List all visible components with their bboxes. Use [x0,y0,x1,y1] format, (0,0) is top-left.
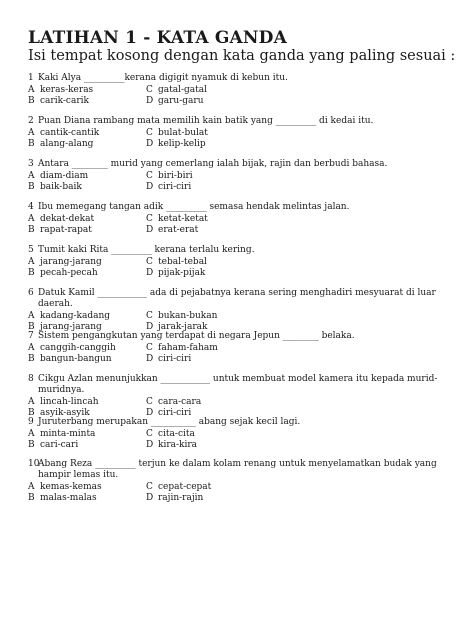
answer-options [28,343,458,365]
question-2 [28,116,458,150]
option-d[interactable] [146,225,346,236]
option-a[interactable] [28,214,146,225]
question-text: Tumit kaki Rita _________ kerana terlalu kering. [38,245,255,255]
option-letter-b: B [28,139,35,149]
option-c-text: cita-cita [158,429,195,439]
option-letter-b: B [28,182,35,192]
option-c[interactable] [146,257,346,268]
option-b-text: pecah-pecah [40,268,98,278]
option-letter-d: D [146,96,154,106]
question-number: 5 [28,245,34,255]
option-letter-d: D [146,225,154,235]
option-b[interactable] [28,225,146,236]
option-letter-d: D [146,182,154,192]
question-5 [28,245,458,279]
question-stem [28,374,458,396]
option-c[interactable] [146,128,346,139]
option-letter-a: A [28,343,35,353]
option-d-text: ciri-ciri [158,354,192,364]
option-c-text: faham-faham [158,343,218,353]
option-b-text: jarang-jarang [40,322,102,332]
worksheet-title: LATIHAN 1 - KATA GANDA [28,28,288,48]
answer-options [28,85,458,107]
option-c-text: cara-cara [158,397,202,407]
option-letter-c: C [146,128,153,138]
option-d-text: kira-kira [158,440,198,450]
question-number: 7 [28,331,34,341]
option-d-text: garu-garu [158,96,204,106]
option-b-text: asyik-asyik [40,408,90,418]
option-a-text: kemas-kemas [40,482,102,492]
option-a-text: lincah-lincah [40,397,99,407]
option-a[interactable] [28,85,146,96]
option-letter-b: B [28,96,35,106]
question-stem [28,331,458,342]
question-number: 2 [28,116,34,126]
option-c[interactable] [146,214,346,225]
answer-options [28,214,458,236]
question-stem [28,417,458,428]
question-text: Sistem pengangkutan yang terdapat di negara Jepun ________ belaka. [38,331,355,341]
option-letter-d: D [146,493,154,503]
option-d[interactable] [146,440,346,451]
option-d-text: ciri-ciri [158,408,192,418]
option-b-text: cari-cari [40,440,79,450]
option-letter-b: B [28,493,35,503]
question-stem [28,245,458,256]
option-letter-a: A [28,85,35,95]
question-3 [28,159,458,193]
option-letter-b: B [28,225,35,235]
question-text: Puan Diana rambang mata memilih kain batik yang _________ di kedai itu. [38,116,374,126]
option-letter-c: C [146,171,153,181]
question-number: 4 [28,202,34,212]
option-d-text: ciri-ciri [158,182,192,192]
option-b-text: rapat-rapat [40,225,92,235]
option-b[interactable] [28,139,146,150]
option-letter-d: D [146,408,154,418]
question-text: Antara ________ murid yang cemerlang ialah bijak, rajin dan berbudi bahasa. [38,159,388,169]
option-c-text: ketat-ketat [158,214,208,224]
option-letter-c: C [146,311,153,321]
question-7 [28,331,458,365]
option-d[interactable] [146,268,346,279]
question-stem [28,73,458,84]
option-a[interactable] [28,128,146,139]
question-stem [28,288,458,310]
option-letter-b: B [28,268,35,278]
option-letter-a: A [28,429,35,439]
option-d-text: rajin-rajin [158,493,204,503]
option-d[interactable] [146,354,346,365]
option-b-text: baik-baik [40,182,82,192]
answer-options [28,128,458,150]
question-number: 1 [28,73,34,83]
option-a[interactable] [28,257,146,268]
option-c[interactable] [146,85,346,96]
option-a[interactable] [28,397,146,408]
question-text: Cikgu Azlan menunjukkan ___________ untuk membuat model kamera itu kepada murid-muridnya. [38,374,438,395]
option-c[interactable] [146,397,346,408]
option-letter-a: A [28,397,35,407]
option-letter-a: A [28,171,35,181]
option-letter-a: A [28,311,35,321]
option-letter-b: B [28,440,35,450]
option-a-text: minta-minta [40,429,96,439]
question-stem [28,159,458,170]
option-b[interactable] [28,182,146,193]
worksheet-instruction: Isi tempat kosong dengan kata ganda yang paling sesuai : [28,48,456,64]
option-d-text: kelip-kelip [158,139,206,149]
answer-options [28,311,458,333]
option-letter-d: D [146,354,154,364]
option-c[interactable] [146,482,346,493]
option-d[interactable] [146,182,346,193]
question-text: Datuk Kamil ___________ ada di pejabatnya kerana sering menghadiri mesyuarat di luar daerah. [38,288,439,309]
option-letter-c: C [146,257,153,267]
option-letter-c: C [146,429,153,439]
question-stem [28,202,458,213]
question-number: 3 [28,159,34,169]
option-b-text: carik-carik [40,96,89,106]
option-a[interactable] [28,171,146,182]
option-b-text: malas-malas [40,493,97,503]
option-c[interactable] [146,171,346,182]
question-stem [28,116,458,127]
question-number: 6 [28,288,34,298]
question-stem [28,459,458,481]
option-letter-b: B [28,408,35,418]
option-letter-d: D [146,139,154,149]
answer-options [28,257,458,279]
option-d-text: erat-erat [158,225,199,235]
option-c-text: cepat-cepat [158,482,212,492]
question-text: Abang Reza _________ terjun ke dalam kolam renang untuk menyelamatkan budak yang hampir lemas itu. [38,459,440,480]
option-d-text: pijak-pijak [158,268,206,278]
option-letter-b: B [28,354,35,364]
question-1 [28,73,458,107]
answer-options [28,429,458,451]
option-letter-b: B [28,322,35,332]
option-c-text: bulat-bulat [158,128,208,138]
option-letter-c: C [146,482,153,492]
question-8 [28,374,458,419]
option-a-text: jarang-jarang [40,257,102,267]
option-d-text: jarak-jarak [158,322,208,332]
option-a[interactable] [28,482,146,493]
option-c-text: gatal-gatal [158,85,208,95]
option-letter-d: D [146,440,154,450]
option-a-text: keras-keras [40,85,94,95]
option-a-text: canggih-canggih [40,343,116,353]
question-number: 9 [28,417,34,427]
question-text: Kaki Alya _________kerana digigit nyamuk di kebun itu. [38,73,288,83]
option-letter-c: C [146,397,153,407]
option-a-text: dekat-dekat [40,214,95,224]
option-letter-d: D [146,268,154,278]
option-letter-c: C [146,214,153,224]
option-a[interactable] [28,311,146,322]
option-letter-a: A [28,128,35,138]
question-10 [28,459,458,504]
option-c[interactable] [146,311,346,322]
option-d[interactable] [146,96,346,107]
option-c[interactable] [146,343,346,354]
option-b-text: bangun-bangun [40,354,112,364]
option-letter-a: A [28,482,35,492]
question-number: 10 [28,459,40,469]
option-d[interactable] [146,139,346,150]
option-c[interactable] [146,429,346,440]
option-b[interactable] [28,493,146,504]
answer-options [28,171,458,193]
option-d[interactable] [146,493,346,504]
question-text: Ibu memegang tangan adik _________ semasa hendak melintas jalan. [38,202,350,212]
option-c-text: biri-biri [158,171,193,181]
question-number: 8 [28,374,34,384]
option-b-text: alang-alang [40,139,94,149]
question-4 [28,202,458,236]
answer-options [28,482,458,504]
option-letter-a: A [28,257,35,267]
option-letter-c: C [146,85,153,95]
option-a-text: diam-diam [40,171,89,181]
question-text: Juruterbang merupakan __________ abang sejak kecil lagi. [38,417,301,427]
option-a[interactable] [28,343,146,354]
option-c-text: bukan-bukan [158,311,218,321]
option-a[interactable] [28,429,146,440]
question-6 [28,288,458,333]
question-9 [28,417,458,451]
option-b[interactable] [28,354,146,365]
option-b[interactable] [28,440,146,451]
option-letter-c: C [146,343,153,353]
option-a-text: cantik-cantik [40,128,100,138]
option-letter-d: D [146,322,154,332]
option-b[interactable] [28,96,146,107]
option-a-text: kadang-kadang [40,311,111,321]
option-c-text: tebal-tebal [158,257,207,267]
answer-options [28,397,458,419]
option-b[interactable] [28,268,146,279]
option-letter-a: A [28,214,35,224]
